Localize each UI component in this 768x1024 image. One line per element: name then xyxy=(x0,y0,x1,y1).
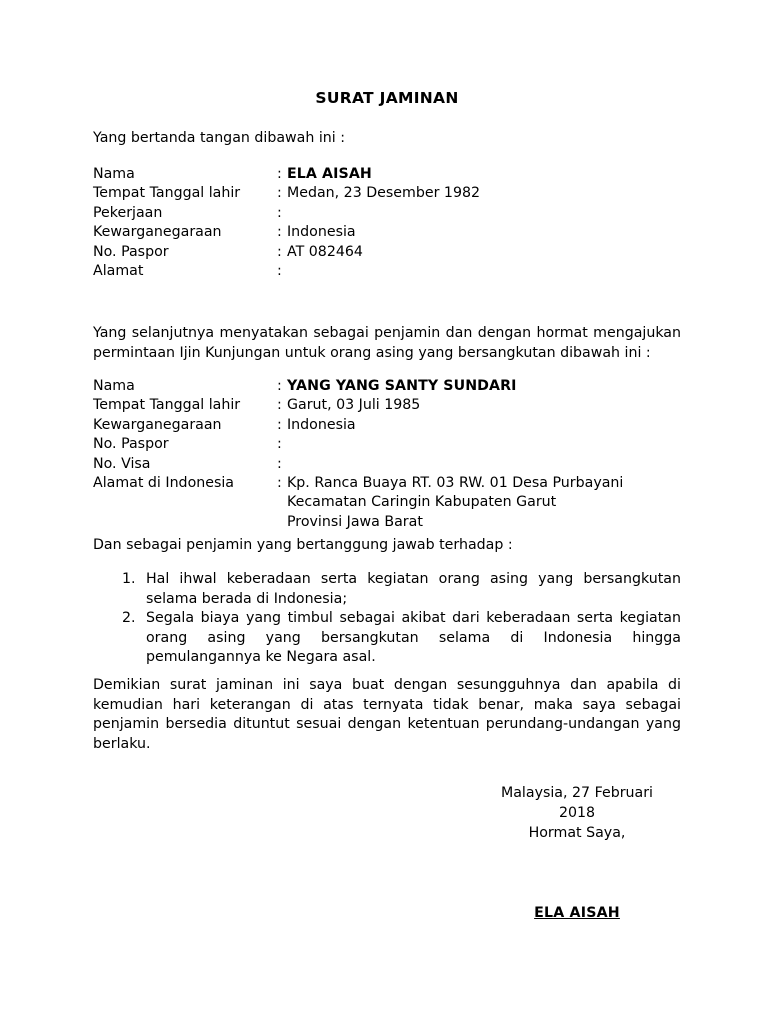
statement-paragraph-text: Yang selanjutnya menyatakan sebagai penjamin dan dengan hormat mengajukan permintaan Ijin Kunjungan untuk orang asing yang bersangkutan dibawah ini : xyxy=(93,325,681,361)
responsibility-list xyxy=(93,570,681,668)
statement-paragraph xyxy=(93,324,681,363)
field-label: Tempat Tanggal lahir xyxy=(93,397,241,414)
field-colon: : xyxy=(277,204,282,221)
field-row xyxy=(93,416,681,435)
field-value: AT 082464 xyxy=(287,243,363,260)
field-row xyxy=(93,184,681,203)
page-title: SURAT JAMINAN xyxy=(315,89,459,107)
field-label: Pekerjaan xyxy=(93,204,163,221)
intro-line: Yang bertanda tangan dibawah ini : xyxy=(93,130,345,146)
list-item-text: Segala biaya yang timbul sebagai akibat dari keberadaan serta kegiatan orang asing yang bersangkutan selama di Indonesia hingga pemulangannya ke Negara asal. xyxy=(146,610,681,665)
signer-name xyxy=(482,905,672,921)
field-value: YANG YANG SANTY SUNDARI xyxy=(287,378,517,394)
field-row xyxy=(93,455,681,474)
field-colon: : xyxy=(277,166,282,182)
list-item xyxy=(93,609,681,668)
field-label: No. Paspor xyxy=(93,436,169,453)
field-value: ELA AISAH xyxy=(287,166,372,182)
guarantor-field-list xyxy=(93,165,681,281)
field-row xyxy=(93,262,681,281)
field-label: No. Paspor xyxy=(93,243,169,260)
field-colon: : xyxy=(277,475,282,492)
field-continuation-line: Provinsi Jawa Barat xyxy=(287,513,423,530)
closing-paragraph-text: Demikian surat jaminan ini saya buat dengan sesungguhnya dan apabila di kemudian hari keterangan di atas ternyata tidak benar, maka saya sebagai penjamin bersedia dituntut sesuai dengan ketentuan perundang-undangan yang berlaku. xyxy=(93,677,681,752)
field-value: Medan, 23 Desember 1982 xyxy=(287,185,481,202)
field-label: Alamat di Indonesia xyxy=(93,475,234,492)
field-colon: : xyxy=(277,416,282,433)
responsibility-intro: Dan sebagai penjamin yang bertanggung jawab terhadap : xyxy=(93,537,513,553)
field-label: Kewarganegaraan xyxy=(93,416,222,433)
field-colon: : xyxy=(277,224,282,241)
field-colon: : xyxy=(277,243,282,260)
list-item xyxy=(93,570,681,609)
field-row xyxy=(93,204,681,223)
field-colon: : xyxy=(277,185,282,202)
field-row xyxy=(93,474,681,493)
signer-name-text: ELA AISAH xyxy=(534,905,620,921)
field-colon: : xyxy=(277,455,282,472)
field-continuation-line: Kecamatan Caringin Kabupaten Garut xyxy=(287,494,557,511)
list-item-number: 2. xyxy=(122,610,136,626)
list-item-number: 1. xyxy=(122,571,136,587)
field-row xyxy=(93,396,681,415)
signature-block xyxy=(482,783,672,843)
field-label: Nama xyxy=(93,378,135,394)
field-row xyxy=(93,165,681,184)
field-label: Alamat xyxy=(93,263,144,280)
field-value: Kp. Ranca Buaya RT. 03 RW. 01 Desa Purbayani xyxy=(287,475,624,492)
list-item-text: Hal ihwal keberadaan serta kegiatan orang asing yang bersangkutan selama berada di Indonesia; xyxy=(146,571,681,607)
field-colon: : xyxy=(277,436,282,453)
field-colon: : xyxy=(277,397,282,414)
field-label: Tempat Tanggal lahir xyxy=(93,185,241,202)
field-value: Garut, 03 Juli 1985 xyxy=(287,397,421,414)
field-label: No. Visa xyxy=(93,455,151,472)
field-row xyxy=(93,435,681,454)
field-row xyxy=(93,243,681,262)
field-value: Indonesia xyxy=(287,416,356,433)
field-value: Indonesia xyxy=(287,224,356,241)
field-colon: : xyxy=(277,263,282,280)
field-row xyxy=(93,377,681,396)
signature-place-date: Malaysia, 27 Februari 2018 xyxy=(501,785,653,821)
field-colon: : xyxy=(277,378,282,394)
signature-salutation: Hormat Saya, xyxy=(528,825,626,841)
field-label: Kewarganegaraan xyxy=(93,224,222,241)
field-row xyxy=(93,223,681,242)
field-label: Nama xyxy=(93,166,135,182)
closing-paragraph xyxy=(93,676,681,754)
foreigner-field-list xyxy=(93,377,681,532)
